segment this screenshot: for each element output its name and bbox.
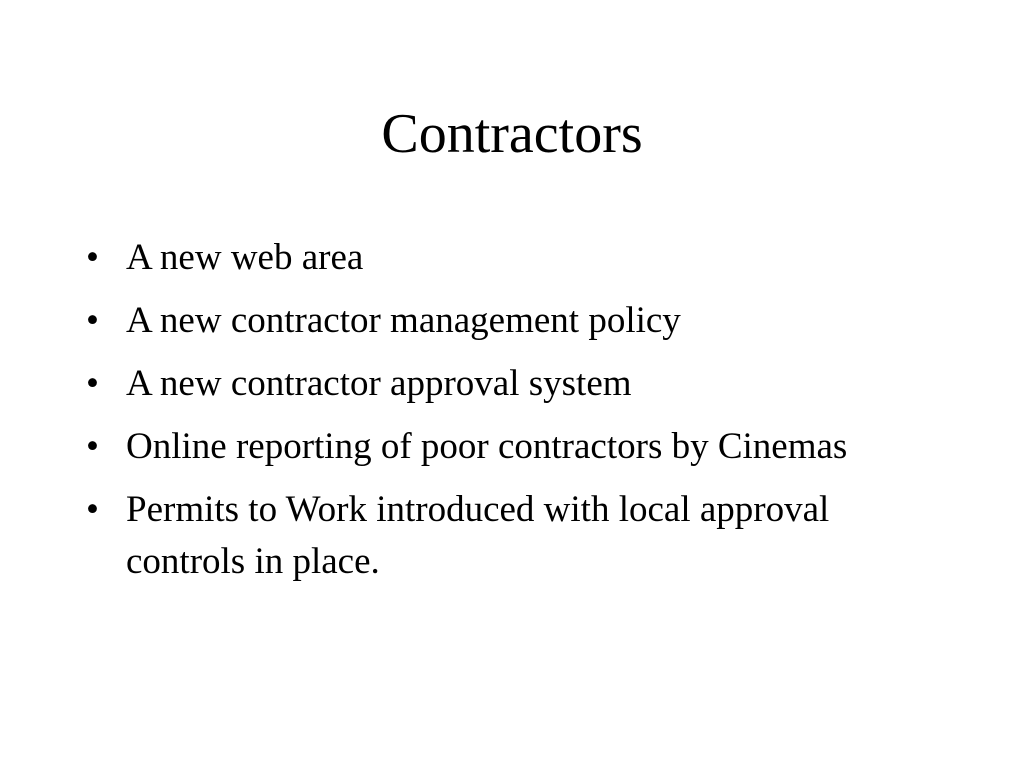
bullet-item-permits-to-work — [86, 484, 866, 588]
bullet-icon: • — [86, 363, 99, 404]
bullet-list — [86, 232, 866, 599]
bullet-item-online-reporting — [86, 421, 866, 473]
bullet-icon: • — [86, 489, 99, 530]
bullet-text: A new contractor management policy — [126, 300, 681, 341]
bullet-icon: • — [86, 237, 99, 278]
bullet-text: Online reporting of poor contractors by Cinemas — [126, 426, 848, 467]
bullet-icon: • — [86, 426, 99, 467]
slide-title: Contractors — [381, 103, 643, 165]
bullet-text: Permits to Work introduced with local approval controls in place. — [126, 489, 830, 582]
bullet-icon: • — [86, 300, 99, 341]
bullet-text: A new web area — [126, 237, 364, 278]
bullet-item-management-policy — [86, 295, 866, 347]
bullet-item-web-area — [86, 232, 866, 284]
bullet-text: A new contractor approval system — [126, 363, 632, 404]
bullet-item-approval-system — [86, 358, 866, 410]
